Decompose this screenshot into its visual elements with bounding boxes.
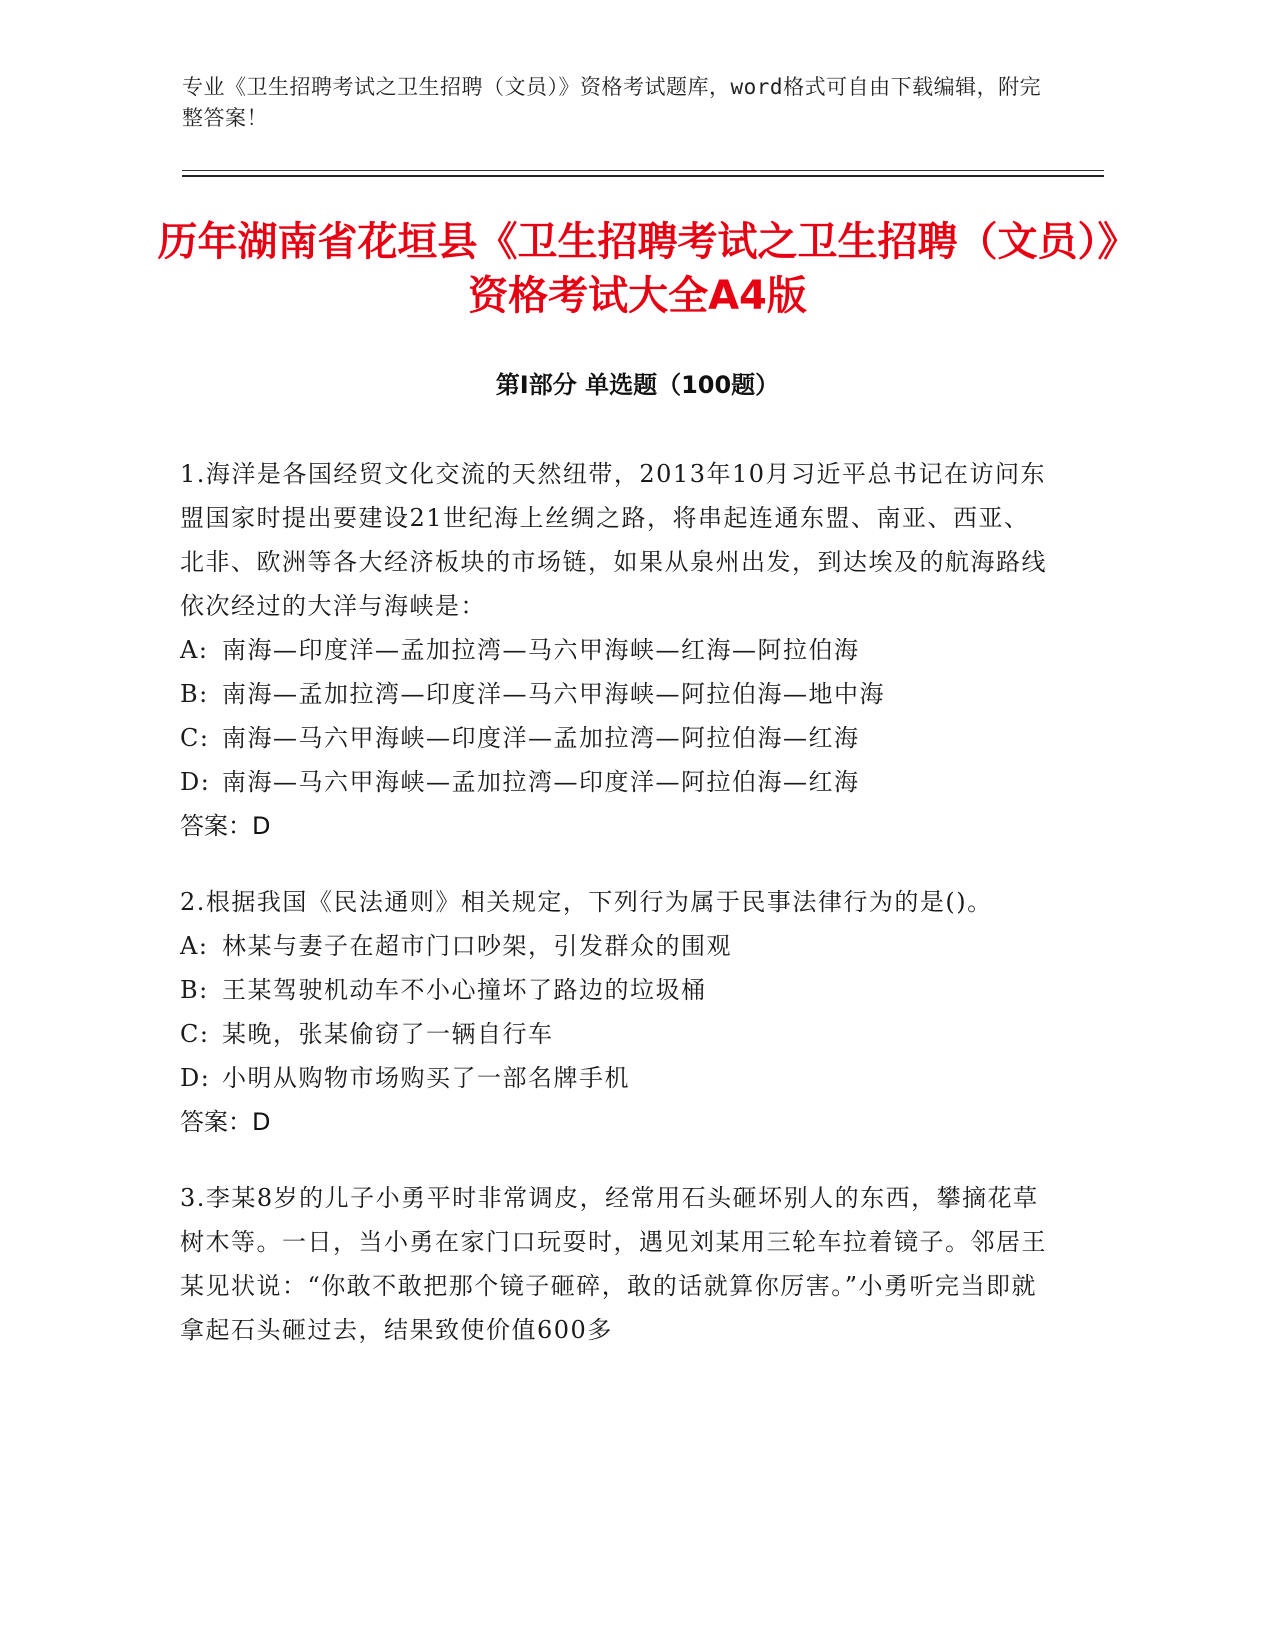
option-key: B: [180, 976, 209, 1004]
option-text: 南海—马六甲海峡—孟加拉湾—印度洋—阿拉伯海—红海 [222, 768, 860, 796]
answer-value: D [252, 812, 271, 840]
question-2 [180, 880, 1050, 1144]
option-text: 小明从购物市场购买了一部名牌手机 [222, 1064, 630, 1092]
header-note: 专业《卫生招聘考试之卫生招聘（文员）》资格考试题库，word格式可自由下载编辑，附完整答案！ [182, 75, 1042, 130]
answer-value: D [252, 1108, 271, 1136]
option-a [180, 924, 1050, 968]
option-key: C: [180, 724, 210, 752]
option-c [180, 1012, 1050, 1056]
section-title: 第Ⅰ部分 单选题（100题） [495, 371, 780, 399]
option-c [180, 716, 1050, 760]
document-title: 历年湖南省花垣县《卫生招聘考试之卫生招聘（文员）》资格考试大全A4版 [157, 219, 1118, 319]
question-list [180, 452, 1050, 1384]
header-divider-thin [182, 170, 1104, 171]
question-stem: 1.海洋是各国经贸文化交流的天然纽带，2013年10月习近平总书记在访问东盟国家时提出要建设21世纪海上丝绸之路，将串起连通东盟、南亚、西亚、北非、欧洲等各大经济板块的市场链，如果从泉州出发，到达埃及的航海路线依次经过的大洋与海峡是： [180, 460, 1047, 620]
answer-label: 答案： [180, 1108, 252, 1136]
option-text: 王某驾驶机动车不小心撞坏了路边的垃圾桶 [222, 976, 707, 1004]
option-key: C: [180, 1020, 210, 1048]
option-text: 南海—印度洋—孟加拉湾—马六甲海峡—红海—阿拉伯海 [222, 636, 860, 664]
option-text: 林某与妻子在超市门口吵架，引发群众的围观 [222, 932, 732, 960]
question-stem: 2.根据我国《民法通则》相关规定，下列行为属于民事法律行为的是()。 [180, 888, 993, 916]
option-text: 南海—孟加拉湾—印度洋—马六甲海峡—阿拉伯海—地中海 [222, 680, 885, 708]
answer-label: 答案： [180, 812, 252, 840]
question-3 [180, 1176, 1050, 1352]
option-d [180, 1056, 1050, 1100]
option-key: A: [180, 932, 209, 960]
option-key: D: [180, 1064, 211, 1092]
header-divider-thick [182, 175, 1104, 177]
option-key: B: [180, 680, 209, 708]
option-text: 某晚，张某偷窃了一辆自行车 [222, 1020, 554, 1048]
option-key: D: [180, 768, 211, 796]
option-key: A: [180, 636, 209, 664]
question-1 [180, 452, 1050, 848]
answer-line [180, 1100, 1050, 1144]
option-b [180, 672, 1050, 716]
question-stem: 3.李某8岁的儿子小勇平时非常调皮，经常用石头砸坏别人的东西，攀摘花草树木等。一日，当小勇在家门口玩耍时，遇见刘某用三轮车拉着镜子。邻居王某见状说：“你敢不敢把那个镜子砸碎，敢的话就算你厉害。”小勇听完当即就拿起石头砸过去，结果致使价值600多 [180, 1184, 1047, 1344]
option-a [180, 628, 1050, 672]
option-text: 南海—马六甲海峡—印度洋—孟加拉湾—阿拉伯海—红海 [222, 724, 860, 752]
answer-line [180, 804, 1050, 848]
option-d [180, 760, 1050, 804]
option-b [180, 968, 1050, 1012]
